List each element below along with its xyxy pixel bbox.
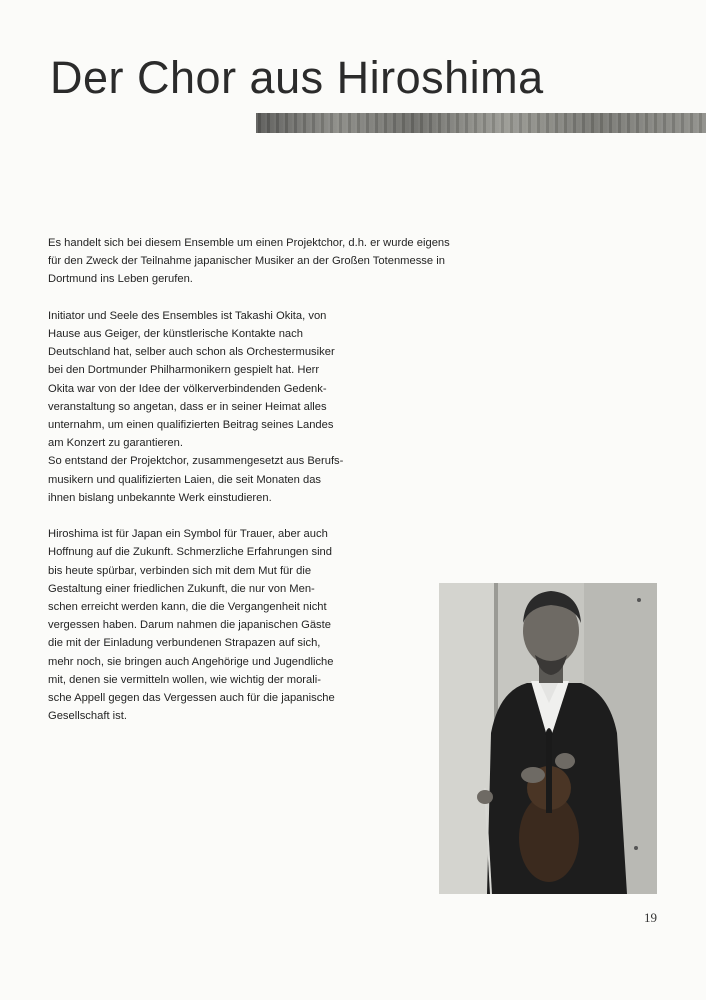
paragraph-2 bbox=[48, 307, 488, 507]
text-line: unternahm, um einen qualifizierten Beitrag seines Landes bbox=[48, 419, 334, 432]
text-line: sche Appell gegen das Vergessen auch für die japanische bbox=[48, 692, 335, 705]
text-line: bis heute spürbar, verbinden sich mit dem Mut für die bbox=[48, 564, 312, 577]
page-number: 19 bbox=[644, 910, 657, 925]
text-line: veranstaltung so angetan, dass er in seiner Heimat alles bbox=[48, 400, 327, 413]
text-line: schen erreicht werden kann, die die Vergangenheit nicht bbox=[48, 601, 327, 614]
text-line: Okita war von der Idee der völkerverbindenden Gedenk- bbox=[48, 382, 327, 395]
text-line: ihnen bislang unbekannte Werk einstudieren. bbox=[48, 491, 272, 504]
paragraph-3 bbox=[48, 525, 488, 725]
text-line: am Konzert zu garantieren. bbox=[48, 437, 183, 450]
text-line: für den Zweck der Teilnahme japanischer Musiker an der Großen Totenmesse in bbox=[48, 255, 445, 268]
text-line: musikern und qualifizierten Laien, die seit Monaten das bbox=[48, 473, 322, 486]
text-line: So entstand der Projektchor, zusammengesetzt aus Berufs- bbox=[48, 455, 344, 468]
text-line: Deutschland hat, selber auch schon als Orchestermusiker bbox=[48, 346, 335, 359]
text-line: mehr noch, sie bringen auch Angehörige und Jugendliche bbox=[48, 655, 334, 668]
text-line: mit, denen sie vermitteln wollen, wie wichtig der morali- bbox=[48, 673, 321, 686]
title-decorative-band bbox=[256, 113, 706, 133]
page-title: Der Chor aus Hiroshima bbox=[50, 52, 544, 103]
text-line: Gesellschaft ist. bbox=[48, 710, 127, 723]
text-line: Initiator und Seele des Ensembles ist Takashi Okita, von bbox=[48, 309, 327, 322]
text-line: Hoffnung auf die Zukunft. Schmerzliche Erfahrungen sind bbox=[48, 546, 332, 559]
text-line: Gestaltung einer friedlichen Zukunft, die nur von Men- bbox=[48, 582, 315, 595]
text-line: Hiroshima ist für Japan ein Symbol für Trauer, aber auch bbox=[48, 528, 328, 541]
paragraph-1 bbox=[48, 234, 488, 289]
text-line: Dortmund ins Leben gerufen. bbox=[48, 273, 193, 286]
violinist-photo bbox=[439, 583, 657, 894]
text-line: vergessen haben. Darum nahmen die japanischen Gäste bbox=[48, 619, 331, 632]
violinist-portrait-illustration bbox=[439, 583, 657, 894]
text-line: Es handelt sich bei diesem Ensemble um einen Projektchor, d.h. er wurde eigens bbox=[48, 237, 450, 249]
text-line: bei den Dortmunder Philharmonikern gespielt hat. Herr bbox=[48, 364, 320, 377]
text-line: die mit der Einladung verbundenen Strapazen auf sich, bbox=[48, 637, 321, 650]
text-line: Hause aus Geiger, der künstlerische Kontakte nach bbox=[48, 328, 303, 340]
article-body bbox=[48, 234, 488, 744]
